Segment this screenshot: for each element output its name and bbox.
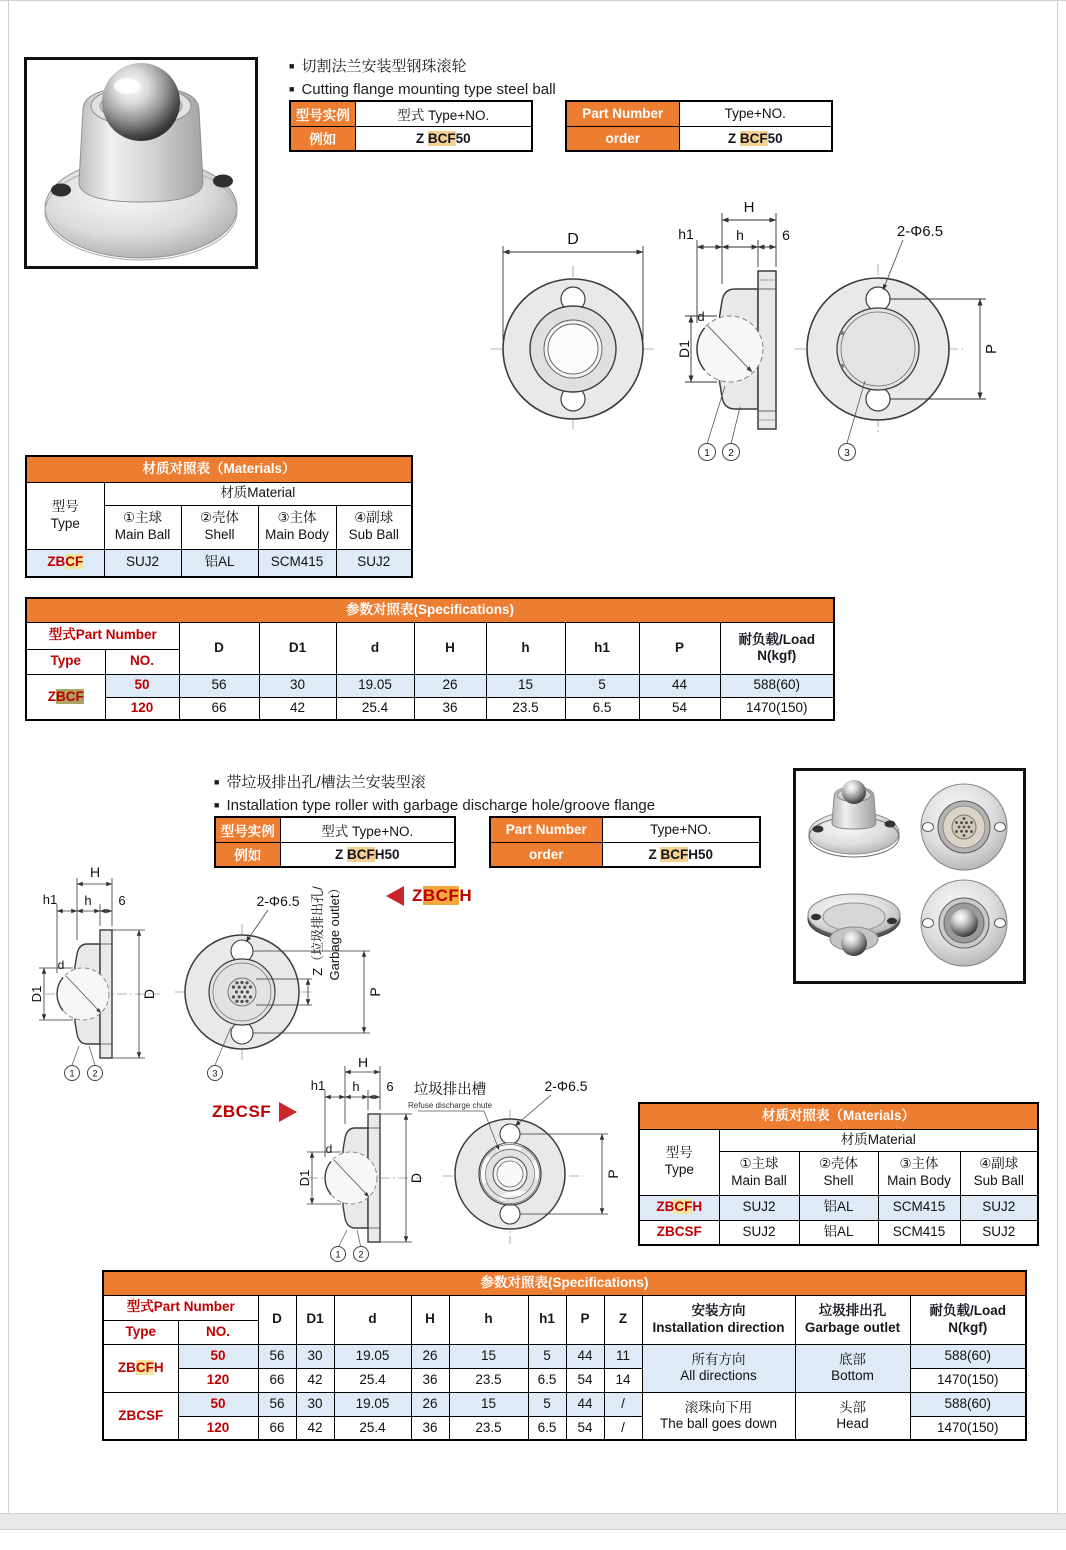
ball-transfer-photo: [27, 60, 255, 266]
load-cell: 588(60): [910, 1392, 1026, 1416]
s1-order-table: [565, 100, 833, 152]
dim-P: P: [983, 343, 1000, 355]
order-code: [679, 126, 832, 151]
spec-cell: 6.5: [565, 697, 639, 720]
example-label2: 例如: [215, 842, 280, 867]
spec-cell: 56: [258, 1392, 296, 1416]
zbcf-technical-drawing: [483, 180, 1008, 470]
callout-3: 3: [212, 1068, 218, 1079]
photo-angled-view: [809, 780, 899, 857]
spec-cell: 26: [414, 674, 486, 697]
example-format: 型式 Type+NO.: [355, 101, 532, 126]
s1-example-table: [289, 100, 533, 152]
spec-cell: 23.5: [449, 1368, 528, 1392]
spec-cell: 36: [414, 697, 486, 720]
dim-D1: D1: [29, 985, 44, 1003]
dim-H: H: [357, 1058, 369, 1070]
dim-bolt-holes: 2-Φ6.5: [256, 893, 300, 909]
s2-order-table: [489, 816, 761, 868]
col-P: P: [566, 1295, 604, 1344]
spec-cell: 25.4: [336, 697, 414, 720]
dim-6: 6: [118, 893, 126, 908]
dim-P: P: [367, 987, 383, 997]
specs-type-zbcf: ZBCF: [26, 674, 105, 720]
spec-cell: 5: [528, 1392, 566, 1416]
dim-h: h: [736, 227, 744, 243]
spec-cell: 11: [604, 1344, 642, 1368]
materials-col-header: ①主球 Main Ball: [719, 1151, 799, 1195]
specs-no-label: NO.: [178, 1320, 258, 1344]
specs-type-label: Type: [103, 1320, 178, 1344]
col-garbage: 垃圾排出孔 Garbage outlet: [795, 1295, 910, 1344]
dim-h1: h1: [42, 892, 58, 907]
spec-cell: 42: [296, 1368, 334, 1392]
direction-cell: 滚珠向下用 The ball goes down: [642, 1392, 795, 1440]
col-h: h: [486, 622, 565, 674]
section1-title-en: [289, 81, 556, 98]
spec-cell: 5: [565, 674, 639, 697]
spec-cell: 44: [566, 1392, 604, 1416]
order-label2: order: [490, 842, 602, 867]
zbcfh-technical-drawing: [25, 866, 445, 1086]
type-en: Type: [50, 515, 80, 531]
materials-mat-header: 材质Material: [719, 1129, 1038, 1151]
dim-D1: D1: [676, 340, 692, 358]
col-D1: D1: [296, 1295, 334, 1344]
code-highlight: BCF: [739, 130, 768, 146]
bullet-square-icon: ■: [289, 84, 295, 94]
page-left-edge: [8, 0, 9, 1513]
materials-row-type: ZBCFH: [639, 1195, 719, 1220]
photo-back-garbage-outlet: [921, 784, 1007, 870]
example-label: 型号实例: [215, 817, 280, 842]
garbage-outlet-label-en: Garbage outlet）: [327, 881, 342, 981]
bullet-square-icon: ■: [289, 61, 295, 71]
discharge-chute-label-cn: 垃圾排出槽: [413, 1082, 487, 1098]
spec-cell: 42: [296, 1416, 334, 1440]
page-top-edge: [0, 0, 1066, 1]
materials-cell: SCM415: [878, 1195, 960, 1220]
spec-cell: 54: [639, 697, 720, 720]
order-format: Type+NO.: [602, 817, 760, 842]
example-label2: 例如: [290, 126, 355, 151]
order-label: Part Number: [566, 101, 679, 126]
order-format: Type+NO.: [679, 101, 832, 126]
dim-D: D: [567, 231, 579, 248]
materials-col-header: ①主球 Main Ball: [104, 505, 181, 549]
dim-H: H: [743, 199, 755, 216]
garbage-cell: 头部 Head: [795, 1392, 910, 1440]
photo-back-ball-view: [921, 880, 1007, 966]
col-load: 耐负载/Load N(kgf): [720, 622, 834, 674]
specs-title: 参数对照表(Specifications): [26, 598, 834, 622]
page-right-edge: [1057, 0, 1058, 1513]
dim-h: h: [84, 893, 92, 908]
materials-cell: SUJ2: [719, 1220, 799, 1245]
example-code: Z BCFH50: [280, 842, 455, 867]
dim-D: D: [141, 988, 157, 1000]
s2-example-table: [214, 816, 456, 868]
specs-type-zbcfh: ZBCFH: [103, 1344, 178, 1392]
load-cell: 588(60): [910, 1344, 1026, 1368]
callout-2: 2: [728, 448, 734, 459]
materials-col-header: ③主体 Main Body: [258, 505, 336, 549]
materials-cell: SUJ2: [960, 1220, 1038, 1245]
s1-specs-table: [25, 597, 835, 721]
spec-cell: 44: [566, 1344, 604, 1368]
spec-cell: 54: [566, 1416, 604, 1440]
spec-cell: 5: [528, 1344, 566, 1368]
materials-cell: 铝AL: [799, 1195, 878, 1220]
dim-h1: h1: [310, 1078, 326, 1093]
load-cell: 1470(150): [910, 1368, 1026, 1392]
spec-cell: 26: [411, 1392, 449, 1416]
dim-d: d: [697, 309, 705, 324]
code-post: 50: [767, 130, 783, 146]
dim-6: 6: [386, 1079, 394, 1094]
dim-6: 6: [782, 227, 790, 243]
s2-specs-table: [102, 1270, 1027, 1441]
spec-cell: 44: [639, 674, 720, 697]
spec-cell: 23.5: [449, 1416, 528, 1440]
materials-type-header: [26, 482, 104, 549]
col-D: D: [258, 1295, 296, 1344]
callout-2: 2: [358, 1249, 364, 1260]
specs-type-label: Type: [26, 649, 105, 674]
example-label: 型号实例: [290, 101, 355, 126]
materials-row-type: ZBCF: [26, 549, 104, 577]
spec-cell: 6.5: [528, 1416, 566, 1440]
materials-col-header: ②壳体 Shell: [181, 505, 258, 549]
example-format: 型式 Type+NO.: [280, 817, 455, 842]
spec-cell: 42: [259, 697, 336, 720]
dim-h: h: [352, 1079, 360, 1094]
code-pre: Z: [727, 130, 740, 146]
spec-cell: 30: [296, 1344, 334, 1368]
example-code: [355, 126, 532, 151]
specs-type-zbcsf: ZBCSF: [103, 1392, 178, 1440]
type-cn: 型号: [51, 498, 79, 514]
dim-h1: h1: [678, 226, 694, 242]
spec-cell: 15: [486, 674, 565, 697]
spec-cell: 15: [449, 1392, 528, 1416]
spec-cell: 26: [411, 1344, 449, 1368]
materials-cell: SUJ2: [719, 1195, 799, 1220]
code-pre: Z: [415, 130, 428, 146]
materials-title: 材质对照表（Materials）: [26, 456, 412, 482]
zbcfh-product-photos: [793, 768, 1026, 984]
spec-cell: 1470(150): [720, 697, 834, 720]
spec-cell: 19.05: [334, 1344, 411, 1368]
materials-cell: 铝AL: [799, 1220, 878, 1245]
specs-no: 120: [105, 697, 179, 720]
spec-cell: 30: [259, 674, 336, 697]
spec-cell: 15: [449, 1344, 528, 1368]
callout-2: 2: [92, 1068, 98, 1079]
s1-materials-table: [25, 455, 413, 578]
section2-title-cn: [214, 771, 426, 792]
col-Z: Z: [604, 1295, 642, 1344]
product-photo-zbcf: [24, 57, 258, 269]
col-d: d: [334, 1295, 411, 1344]
specs-part-header: 型式Part Number: [103, 1295, 258, 1320]
spec-cell: 66: [179, 697, 259, 720]
code-post: 50: [455, 130, 471, 146]
materials-type-header: 型号 Type: [639, 1129, 719, 1195]
s2-materials-table: [638, 1102, 1039, 1246]
materials-col-header: ②壳体 Shell: [799, 1151, 878, 1195]
col-load: 耐负载/Load N(kgf): [910, 1295, 1026, 1344]
specs-no: 50: [178, 1344, 258, 1368]
specs-no: 120: [178, 1416, 258, 1440]
spec-cell: 23.5: [486, 697, 565, 720]
col-D1: D1: [259, 622, 336, 674]
garbage-cell: 底部 Bottom: [795, 1344, 910, 1392]
section1-title-cn: [289, 55, 466, 76]
spec-cell: 14: [604, 1368, 642, 1392]
col-direction: 安装方向 Installation direction: [642, 1295, 795, 1344]
bullet-square-icon: ■: [214, 800, 220, 810]
specs-no-label: NO.: [105, 649, 179, 674]
col-D: D: [179, 622, 259, 674]
spec-cell: 66: [258, 1368, 296, 1392]
section1-title-en-text: Cutting flange mounting type steel ball: [301, 81, 556, 98]
dim-P: P: [605, 1169, 621, 1179]
spec-cell: 56: [179, 674, 259, 697]
spec-cell: 36: [411, 1368, 449, 1392]
zbcfh-label: ZBCFH: [412, 886, 473, 905]
materials-row-type: ZBCSF: [639, 1220, 719, 1245]
materials-cell: SUJ2: [960, 1195, 1038, 1220]
materials-mat-header: 材质Material: [104, 482, 412, 505]
section1-title-cn-text: 切割法兰安装型钢珠滚轮: [301, 58, 467, 75]
spec-cell: 56: [258, 1344, 296, 1368]
section2-title-cn-text: 带垃圾排出孔/槽法兰安装型滚: [226, 774, 426, 791]
col-h1: h1: [565, 622, 639, 674]
section2-title-en-text: Installation type roller with garbage discharge hole/groove flange: [226, 797, 656, 814]
discharge-chute-label-en: Refuse discharge chute: [407, 1101, 493, 1110]
materials-cell: 铝AL: [181, 549, 258, 577]
specs-title: 参数对照表(Specifications): [103, 1271, 1026, 1295]
direction-cell: 所有方向 All directions: [642, 1344, 795, 1392]
photo-flipped-view: [808, 894, 900, 956]
col-h1: h1: [528, 1295, 566, 1344]
col-H: H: [411, 1295, 449, 1344]
spec-cell: 588(60): [720, 674, 834, 697]
order-code: Z BCFH50: [602, 842, 760, 867]
spec-cell: /: [604, 1416, 642, 1440]
materials-col-header: ④副球 Sub Ball: [336, 505, 412, 549]
specs-part-header: 型式Part Number: [26, 622, 179, 649]
spec-cell: /: [604, 1392, 642, 1416]
materials-col-header: ④副球 Sub Ball: [960, 1151, 1038, 1195]
dim-H: H: [89, 866, 101, 880]
col-P: P: [639, 622, 720, 674]
section2-title-en: [214, 797, 655, 814]
dim-d: d: [325, 1142, 333, 1156]
product-photos-grid: [796, 771, 1023, 981]
materials-cell: SCM415: [258, 549, 336, 577]
materials-title: 材质对照表（Materials）: [639, 1103, 1038, 1129]
dim-bolt-holes: 2-Φ6.5: [544, 1078, 588, 1094]
col-h: h: [449, 1295, 528, 1344]
order-label: Part Number: [490, 817, 602, 842]
spec-cell: 30: [296, 1392, 334, 1416]
callout-1: 1: [335, 1249, 341, 1260]
spec-cell: 25.4: [334, 1368, 411, 1392]
spec-cell: 19.05: [334, 1392, 411, 1416]
spec-cell: 6.5: [528, 1368, 566, 1392]
materials-col-header: ③主体 Main Body: [878, 1151, 960, 1195]
spec-cell: 19.05: [336, 674, 414, 697]
specs-no: 50: [105, 674, 179, 697]
materials-cell: SUJ2: [336, 549, 412, 577]
page-break-gap: [0, 1513, 1066, 1530]
specs-no: 120: [178, 1368, 258, 1392]
dim-D1: D1: [297, 1169, 312, 1187]
dim-d: d: [57, 958, 65, 972]
callout-3: 3: [844, 448, 850, 459]
zbcsf-label: ZBCSF: [212, 1102, 272, 1121]
specs-no: 50: [178, 1392, 258, 1416]
order-label2: order: [566, 126, 679, 151]
materials-cell: SCM415: [878, 1220, 960, 1245]
callout-1: 1: [704, 448, 710, 459]
garbage-outlet-label-cn: Z（垃圾排出孔/: [310, 886, 325, 976]
bullet-square-icon: ■: [214, 777, 220, 787]
code-highlight: BCF: [427, 130, 456, 146]
spec-cell: 36: [411, 1416, 449, 1440]
dim-bolt-holes: 2-Φ6.5: [896, 223, 944, 240]
col-d: d: [336, 622, 414, 674]
callout-1: 1: [69, 1068, 75, 1079]
materials-cell: SUJ2: [104, 549, 181, 577]
spec-cell: 54: [566, 1368, 604, 1392]
col-H: H: [414, 622, 486, 674]
load-cell: 1470(150): [910, 1416, 1026, 1440]
spec-cell: 25.4: [334, 1416, 411, 1440]
spec-cell: 66: [258, 1416, 296, 1440]
dim-D: D: [408, 1172, 424, 1184]
